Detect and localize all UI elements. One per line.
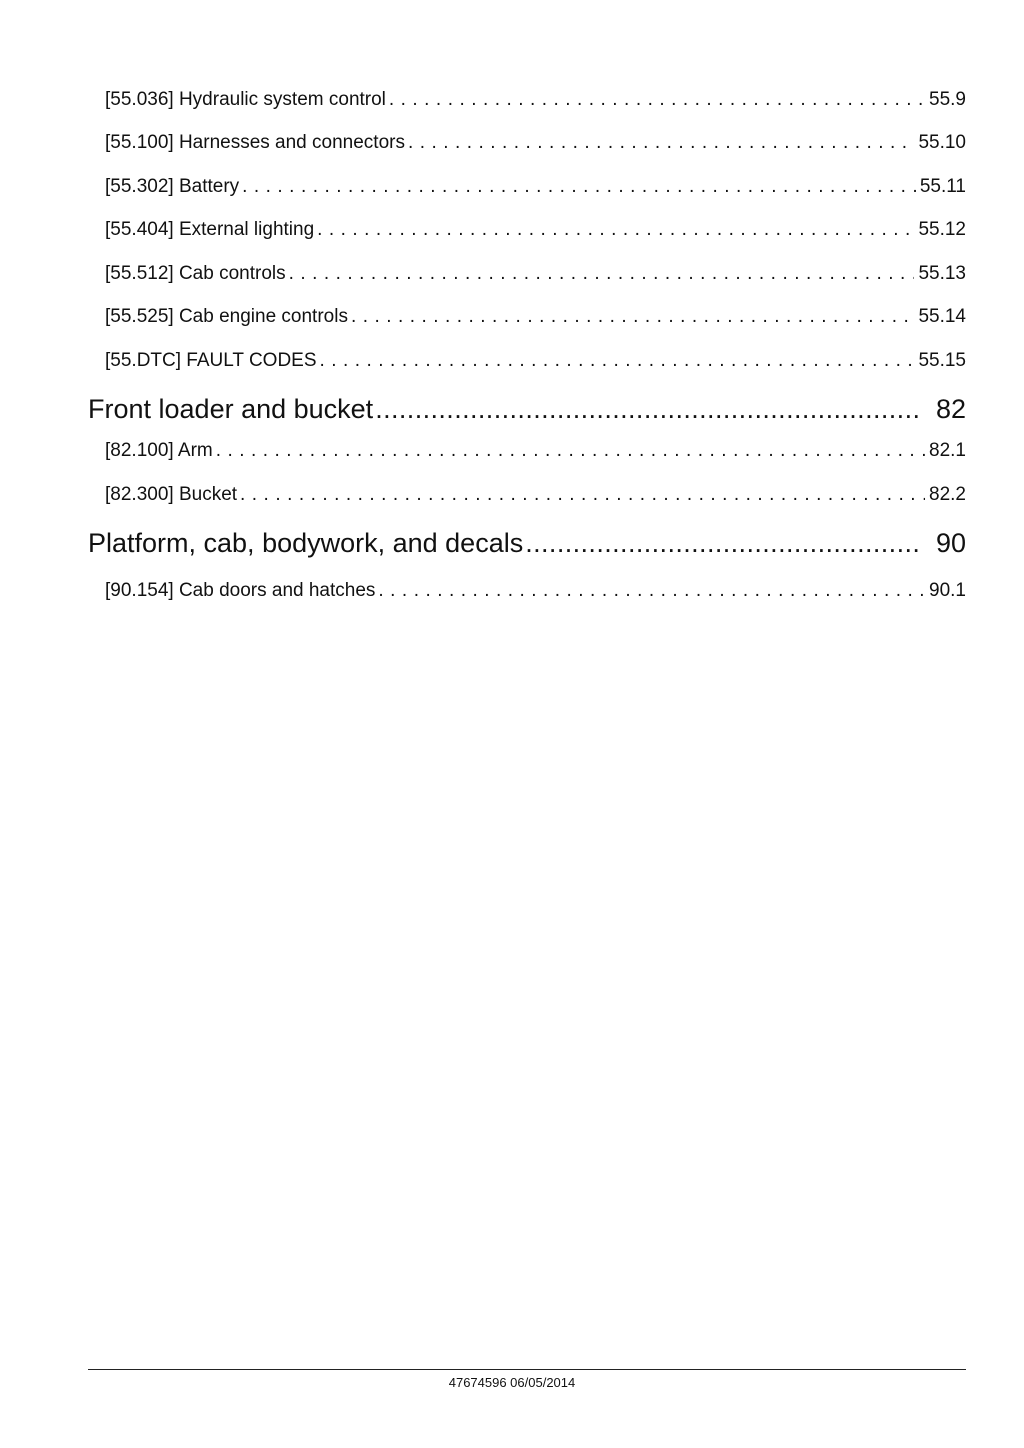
toc-chapter-page: 82 [935, 394, 966, 424]
toc-entry-label: [55.DTC] FAULT CODES [105, 350, 317, 371]
toc-entry-page: 82.1 [929, 440, 966, 461]
toc-entry-label: [55.512] Cab controls [105, 263, 286, 284]
toc-dot-leader [216, 440, 925, 462]
toc-chapter-page: 90 [935, 528, 966, 558]
toc-entry-hydraulic-system-control[interactable] [105, 89, 966, 111]
toc-entry-label: [90.154] Cab doors and hatches [105, 580, 376, 601]
footer-divider [88, 1369, 966, 1370]
toc-chapter-label: Front loader and bucket [88, 394, 374, 424]
toc-entry-harnesses-and-connectors[interactable] [105, 132, 966, 154]
toc-entry-page: 90.1 [929, 580, 966, 601]
toc-dot-leader [525, 528, 922, 559]
toc-entry-cab-engine-controls[interactable] [105, 306, 966, 328]
toc-dot-leader [320, 350, 915, 372]
toc-entry-label: [55.404] External lighting [105, 219, 315, 240]
toc-entry-page: 55.9 [929, 89, 966, 110]
toc-entry-cab-controls[interactable] [105, 263, 966, 285]
toc-entry-fault-codes[interactable] [105, 350, 966, 372]
toc-dot-leader [375, 394, 922, 425]
toc-dot-leader [240, 484, 925, 506]
toc-entry-label: [55.100] Harnesses and connectors [105, 132, 405, 153]
toc-entry-page: 55.15 [918, 350, 966, 371]
toc-entry-bucket[interactable] [105, 484, 966, 506]
toc-dot-leader [378, 580, 925, 602]
footer-doc-info: 47674596 06/05/2014 [448, 1375, 576, 1390]
toc-dot-leader [351, 306, 915, 328]
toc-entry-page: 55.11 [919, 176, 966, 197]
toc-entry-page: 55.12 [918, 219, 966, 240]
toc-dot-leader [389, 89, 925, 111]
toc-entry-label: [55.036] Hydraulic system control [105, 89, 386, 110]
toc-chapter-platform-cab-bodywork-decals[interactable] [88, 528, 966, 559]
toc-entry-battery[interactable] [105, 176, 966, 198]
toc-entry-arm[interactable] [105, 440, 966, 462]
toc-entry-label: [55.302] Battery [105, 176, 240, 197]
toc-dot-leader [317, 219, 914, 241]
toc-chapter-front-loader-and-bucket[interactable] [88, 394, 966, 425]
toc-entry-label: [82.300] Bucket [105, 484, 238, 505]
toc-entry-external-lighting[interactable] [105, 219, 966, 241]
toc-entry-page: 82.2 [929, 484, 966, 505]
toc-entry-page: 55.10 [918, 132, 966, 153]
toc-entry-label: [82.100] Arm [105, 440, 213, 461]
toc-dot-leader [289, 263, 915, 285]
toc-chapter-label: Platform, cab, bodywork, and decals [88, 528, 524, 558]
toc-dot-leader [408, 132, 914, 154]
toc-entry-page: 55.13 [918, 263, 966, 284]
toc-entry-cab-doors-and-hatches[interactable] [105, 580, 966, 602]
toc-entry-label: [55.525] Cab engine controls [105, 306, 348, 327]
toc-entry-page: 55.14 [918, 306, 966, 327]
toc-dot-leader [242, 176, 916, 198]
